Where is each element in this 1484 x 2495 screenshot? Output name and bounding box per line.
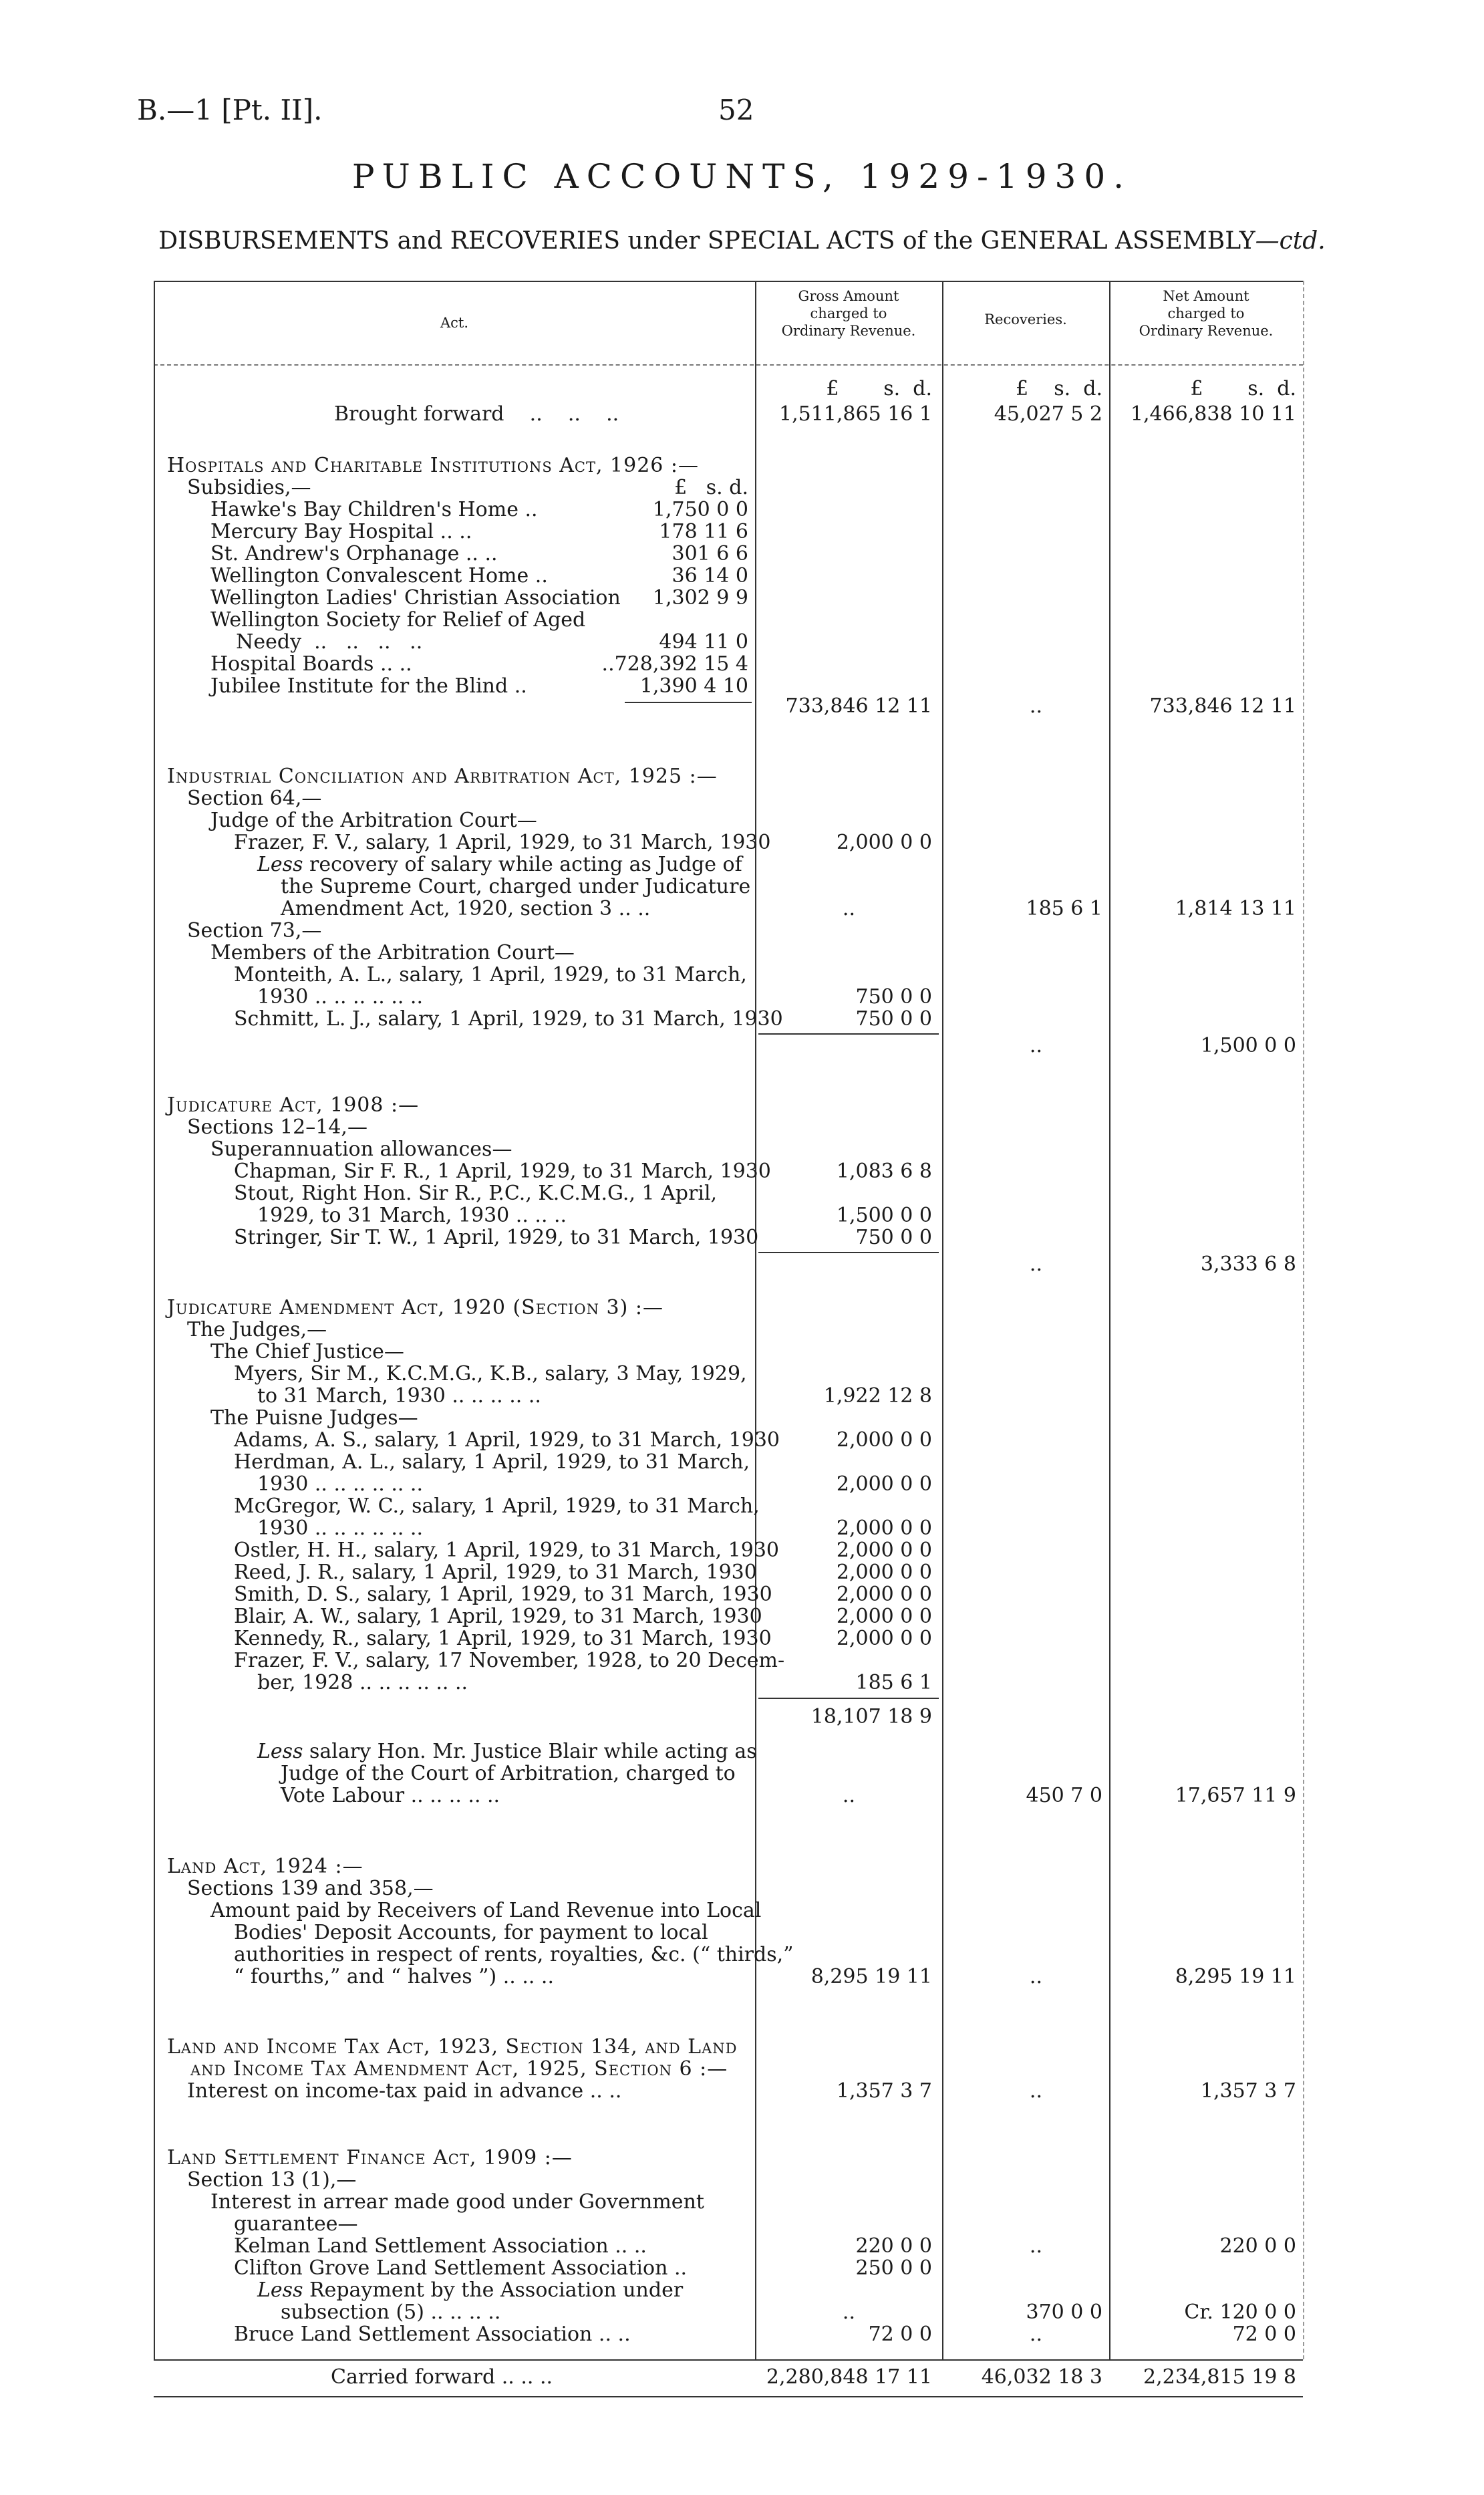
column-divider-recoveries [942, 281, 943, 2359]
units-gross: £ s. d. [826, 377, 932, 400]
subtitle-suffix: —ctd. [1255, 227, 1326, 255]
land-settlement-interest-2: guarantee— [234, 2212, 358, 2236]
industrial-less-recoveries: 185 6 1 [1026, 897, 1102, 920]
industrial-monteith-gross: 750 0 0 [855, 985, 932, 1009]
industrial-schmitt: Schmitt, L. J., salary, 1 April, 1929, to 31 March, 1930 [234, 1007, 783, 1031]
land-recoveries: .. [1029, 1965, 1042, 1988]
industrial-less-1: Less recovery of salary while acting as Judge of [257, 853, 742, 876]
judicature-amend-smith-gross: 2,000 0 0 [836, 1583, 932, 1606]
judicature-amend-herdman-2: 1930 .. .. .. .. .. .. [257, 1472, 423, 1496]
column-head-act: Act. [440, 315, 469, 331]
hospital-item: Needy .. .. .. .. [210, 630, 423, 654]
judicature-amend-myers-gross: 1,922 12 8 [823, 1384, 932, 1408]
judicature-amend-less-2: Judge of the Court of Arbitration, charged to [281, 1762, 736, 1785]
land-heading: Land Act, 1924 :— [167, 1855, 363, 1878]
industrial-frazer: Frazer, F. V., salary, 1 April, 1929, to 31 March, 1930 [234, 831, 771, 854]
judicature-amend-less-recoveries: 450 7 0 [1026, 1784, 1102, 1807]
carried-forward-gross: 2,280,848 17 11 [766, 2365, 932, 2389]
header-bottom-rule [154, 364, 1303, 366]
hospitals-heading: Hospitals and Charitable Institutions Act, 1926 :— [167, 454, 700, 477]
judicature-sections: Sections 12–14,— [187, 1115, 367, 1139]
hospitals-net: 733,846 12 11 [1149, 694, 1296, 718]
industrial-subtotal-rule [758, 1033, 939, 1035]
land-gross: 8,295 19 11 [810, 1965, 932, 1988]
carried-forward-recoveries: 46,032 18 3 [981, 2365, 1102, 2389]
hospital-item: Hawke's Bay Children's Home .. [210, 498, 538, 521]
land-income-gross: 1,357 3 7 [836, 2079, 932, 2103]
column-divider-gross [755, 281, 756, 2359]
judicature-amend-reed: Reed, J. R., salary, 1 April, 1929, to 31 March, 1930 [234, 1561, 757, 1584]
hospitals-units: £ s. d. [674, 476, 748, 499]
judicature-subtotal-rule [758, 1252, 939, 1253]
judicature-chapman-gross: 1,083 6 8 [836, 1160, 932, 1183]
judicature-amend-mcgregor-2: 1930 .. .. .. .. .. .. [257, 1517, 423, 1540]
judicature-amend-herdman-gross: 2,000 0 0 [836, 1472, 932, 1496]
judicature-chapman: Chapman, Sir F. R., 1 April, 1929, to 31 March, 1930 [234, 1160, 771, 1183]
land-line-3: authorities in respect of rents, royalties, &c. (“ thirds,” [234, 1943, 794, 1966]
column-divider-net [1109, 281, 1110, 2359]
judicature-stringer-gross: 750 0 0 [855, 1226, 932, 1249]
judicature-super: Superannuation allowances— [210, 1138, 512, 1161]
judicature-amend-myers-2: to 31 March, 1930 .. .. .. .. .. [257, 1384, 541, 1408]
industrial-less-net: 1,814 13 11 [1175, 897, 1296, 920]
page-number: 52 [718, 94, 754, 126]
land-settlement-less-net: Cr. 120 0 0 [1184, 2301, 1296, 2324]
hospital-item: Wellington Convalescent Home .. [210, 564, 548, 587]
judicature-stout-1: Stout, Right Hon. Sir R., P.C., K.C.M.G., 1 April, [234, 1182, 718, 1205]
judicature-amend-blair-gross: 2,000 0 0 [836, 1605, 932, 1628]
industrial-monteith-1: Monteith, A. L., salary, 1 April, 1929, to 31 March, [234, 963, 747, 987]
column-divider-right [1303, 281, 1304, 2359]
judicature-heading: Judicature Act, 1908 :— [167, 1093, 420, 1117]
brought-forward-gross: 1,511,865 16 1 [778, 402, 932, 426]
land-income-heading-1: Land and Income Tax Act, 1923, Section 134, and Land [167, 2035, 738, 2059]
judicature-amend-herdman-1: Herdman, A. L., salary, 1 April, 1929, to 31 March, [234, 1450, 750, 1474]
land-settlement-interest-1: Interest in arrear made good under Government [210, 2190, 704, 2214]
column-head-recoveries: Recoveries. [984, 311, 1067, 327]
hospitals-gross: 733,846 12 11 [785, 694, 932, 718]
industrial-monteith-2: 1930 .. .. .. .. .. .. [257, 985, 423, 1009]
land-settlement-clifton-gross: 250 0 0 [855, 2256, 932, 2280]
units-net: £ s. d. [1190, 377, 1296, 400]
judicature-stout-gross: 1,500 0 0 [836, 1204, 932, 1227]
judicature-amend-frazer-1: Frazer, F. V., salary, 17 November, 1928, to 20 Decem- [234, 1649, 785, 1672]
judicature-amend-reed-gross: 2,000 0 0 [836, 1561, 932, 1584]
hospital-item-amount: 301 6 6 [672, 542, 748, 565]
judicature-amend-chief: The Chief Justice— [210, 1340, 404, 1363]
carried-forward-label: Carried forward .. .. .. [331, 2365, 553, 2389]
page-subtitle [0, 227, 1484, 255]
industrial-schmitt-gross: 750 0 0 [855, 1007, 932, 1031]
land-income-net: 1,357 3 7 [1200, 2079, 1296, 2103]
hospital-item: Wellington Society for Relief of Aged [210, 608, 586, 632]
judicature-stringer: Stringer, Sir T. W., 1 April, 1929, to 31 March, 1930 [234, 1226, 759, 1249]
column-head-gross: Gross Amount charged to Ordinary Revenue. [781, 288, 916, 339]
hospital-item-amount: 1,302 9 9 [652, 586, 748, 610]
industrial-judge: Judge of the Arbitration Court— [210, 809, 537, 832]
hospital-item-amount: 494 11 0 [659, 630, 748, 654]
industrial-heading: Industrial Conciliation and Arbitration Act, 1925 :— [167, 765, 718, 788]
land-settlement-kelman-recoveries: .. [1029, 2234, 1042, 2258]
brought-forward-recoveries: 45,027 5 2 [994, 402, 1102, 426]
industrial-total-recoveries: .. [1029, 1034, 1042, 1057]
brought-forward-label: Brought forward .. .. .. [334, 402, 619, 426]
units-recoveries: £ s. d. [1015, 377, 1102, 400]
judicature-total-net: 3,333 6 8 [1200, 1253, 1296, 1276]
land-line-2: Bodies' Deposit Accounts, for payment to local [234, 1921, 708, 1944]
judicature-amend-less-3: Vote Labour .. .. .. .. .. [281, 1784, 500, 1807]
land-settlement-clifton: Clifton Grove Land Settlement Association .. [234, 2256, 688, 2280]
hospitals-recoveries: .. [1029, 694, 1042, 718]
subtitle-main: DISBURSEMENTS and RECOVERIES under SPECIAL ACTS of the GENERAL ASSEMBLY [158, 227, 1255, 255]
land-settlement-less-2: subsection (5) .. .. .. .. [281, 2301, 501, 2324]
column-divider-left [154, 281, 155, 2359]
hospital-item-amount: ..728,392 15 4 [601, 652, 748, 676]
carried-forward-net: 2,234,815 19 8 [1143, 2365, 1296, 2389]
land-settlement-less-gross: .. [842, 2301, 855, 2324]
hospital-item: Hospital Boards .. .. [210, 652, 412, 676]
judicature-amend-ostler: Ostler, H. H., salary, 1 April, 1929, to 31 March, 1930 [234, 1539, 780, 1562]
land-settlement-bruce: Bruce Land Settlement Association .. .. [234, 2323, 631, 2346]
land-sections: Sections 139 and 358,— [187, 1877, 434, 1900]
judicature-amend-ostler-gross: 2,000 0 0 [836, 1539, 932, 1562]
hospital-item: Jubilee Institute for the Blind .. [210, 674, 527, 698]
judicature-amend-kennedy-gross: 2,000 0 0 [836, 1627, 932, 1650]
carried-forward-top-rule [755, 2359, 1303, 2361]
judicature-amend-less-1: Less salary Hon. Mr. Justice Blair while acting as [257, 1740, 757, 1763]
hospital-item: Mercury Bay Hospital .. .. [210, 520, 472, 543]
hospitals-subtotal-rule [625, 702, 752, 703]
land-settlement-kelman: Kelman Land Settlement Association .. .. [234, 2234, 647, 2258]
judicature-amend-heading: Judicature Amendment Act, 1920 (Section 3) :— [167, 1296, 663, 1319]
judicature-amend-blair: Blair, A. W., salary, 1 April, 1929, to 31 March, 1930 [234, 1605, 762, 1628]
industrial-members: Members of the Arbitration Court— [210, 941, 575, 964]
judicature-amend-frazer-2: ber, 1928 .. .. .. .. .. .. [257, 1671, 468, 1694]
industrial-section-64: Section 64,— [187, 787, 322, 810]
judicature-total-recoveries: .. [1029, 1253, 1042, 1276]
land-settlement-kelman-gross: 220 0 0 [855, 2234, 932, 2258]
judicature-stout-2: 1929, to 31 March, 1930 .. .. .. [257, 1204, 567, 1227]
land-net: 8,295 19 11 [1175, 1965, 1296, 1988]
industrial-frazer-gross: 2,000 0 0 [836, 831, 932, 854]
judicature-amend-puisne: The Puisne Judges— [210, 1406, 418, 1430]
land-line-1: Amount paid by Receivers of Land Revenue into Local [210, 1899, 762, 1922]
judicature-amend-subtotal: 18,107 18 9 [810, 1705, 932, 1728]
land-settlement-less-1: Less Repayment by the Association under [257, 2278, 684, 2302]
judicature-amend-mcgregor-1: McGregor, W. C., salary, 1 April, 1929, to 31 March, [234, 1494, 760, 1518]
judicature-amend-adams: Adams, A. S., salary, 1 April, 1929, to 31 March, 1930 [234, 1428, 780, 1452]
industrial-less-3: Amendment Act, 1920, section 3 .. .. [281, 897, 651, 920]
table-top-rule [154, 281, 1303, 282]
industrial-less-gross: .. [842, 897, 855, 920]
judicature-amend-smith: Smith, D. S., salary, 1 April, 1929, to 31 March, 1930 [234, 1583, 772, 1606]
judicature-amend-kennedy: Kennedy, R., salary, 1 April, 1929, to 31 March, 1930 [234, 1627, 772, 1650]
judicature-amend-less-net: 17,657 11 9 [1175, 1784, 1296, 1807]
table-final-rule [154, 2396, 1303, 2397]
judicature-amend-myers-1: Myers, Sir M., K.C.M.G., K.B., salary, 3 May, 1929, [234, 1362, 747, 1386]
hospitals-subsidies: Subsidies,— [187, 476, 311, 499]
page-title: PUBLIC ACCOUNTS, 1929-1930. [351, 157, 1133, 196]
hospital-item: Wellington Ladies' Christian Association [210, 586, 621, 610]
hospital-item-amount: 178 11 6 [659, 520, 748, 543]
brought-forward-net: 1,466,838 10 11 [1130, 402, 1296, 426]
industrial-total-net: 1,500 0 0 [1200, 1034, 1296, 1057]
land-settlement-bruce-gross: 72 0 0 [868, 2323, 932, 2346]
land-settlement-section: Section 13 (1),— [187, 2168, 357, 2192]
land-settlement-bruce-recoveries: .. [1029, 2323, 1042, 2346]
land-line-4: “ fourths,” and “ halves ”) .. .. .. [234, 1965, 555, 1988]
hospital-item-amount: 1,750 0 0 [652, 498, 748, 521]
judicature-amend-frazer-gross: 185 6 1 [855, 1671, 932, 1694]
judicature-amend-judges: The Judges,— [187, 1318, 327, 1341]
land-settlement-heading: Land Settlement Finance Act, 1909 :— [167, 2146, 573, 2170]
land-settlement-kelman-net: 220 0 0 [1219, 2234, 1296, 2258]
industrial-less-2: the Supreme Court, charged under Judicature [281, 875, 751, 898]
hospital-item-amount: 1,390 4 10 [639, 674, 748, 698]
document-reference: B.—1 [Pt. II]. [137, 94, 323, 126]
column-head-net: Net Amount charged to Ordinary Revenue. [1139, 288, 1274, 339]
judicature-amend-mcgregor-gross: 2,000 0 0 [836, 1517, 932, 1540]
judicature-amend-adams-gross: 2,000 0 0 [836, 1428, 932, 1452]
judicature-amend-less-gross: .. [842, 1784, 855, 1807]
land-income-heading-2: and Income Tax Amendment Act, 1925, Section 6 :— [190, 2057, 728, 2081]
land-income-interest: Interest on income-tax paid in advance .. .. [187, 2079, 622, 2103]
hospital-item-amount: 36 14 0 [672, 564, 748, 587]
industrial-section-73: Section 73,— [187, 919, 322, 942]
land-income-recoveries: .. [1029, 2079, 1042, 2103]
hospital-item: St. Andrew's Orphanage .. .. [210, 542, 498, 565]
land-settlement-less-recoveries: 370 0 0 [1026, 2301, 1102, 2324]
land-settlement-bruce-net: 72 0 0 [1232, 2323, 1296, 2346]
judicature-amend-subtotal-rule [758, 1698, 939, 1699]
